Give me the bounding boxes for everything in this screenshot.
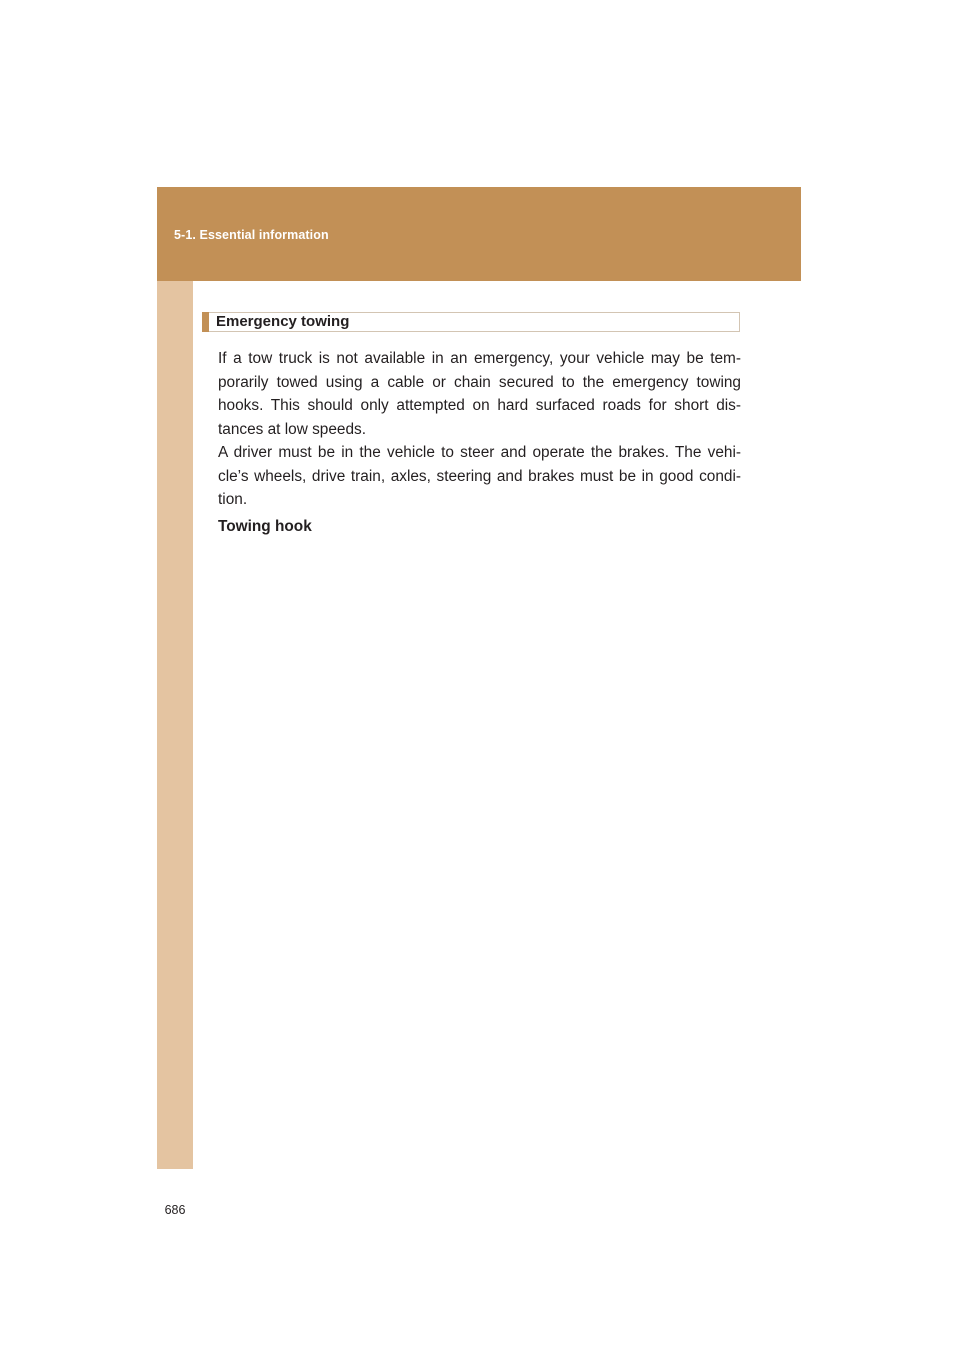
section-heading-bar xyxy=(202,312,740,332)
section-label: 5-1. Essential information xyxy=(174,228,329,242)
page-number: 686 xyxy=(164,1203,186,1217)
section-heading: Emergency towing xyxy=(216,313,350,330)
side-strip xyxy=(157,281,193,1217)
paragraph: If a tow truck is not available in an emergency, your vehicle may be tem-porarily towed using a cable or chain secured to the emergency towing hooks. This should only attempted on hard surfaced roads for short dis-tances at low speeds. xyxy=(218,350,741,438)
heading-accent xyxy=(202,312,209,332)
body-text xyxy=(218,347,741,512)
subheading-towing-hook: Towing hook xyxy=(218,518,312,535)
paragraph: A driver must be in the vehicle to steer and operate the brakes. The vehi-cle’s wheels, drive train, axles, steering and brakes must be in good condi-tion. xyxy=(218,444,741,508)
header-band xyxy=(157,187,801,281)
manual-page xyxy=(157,187,801,1217)
